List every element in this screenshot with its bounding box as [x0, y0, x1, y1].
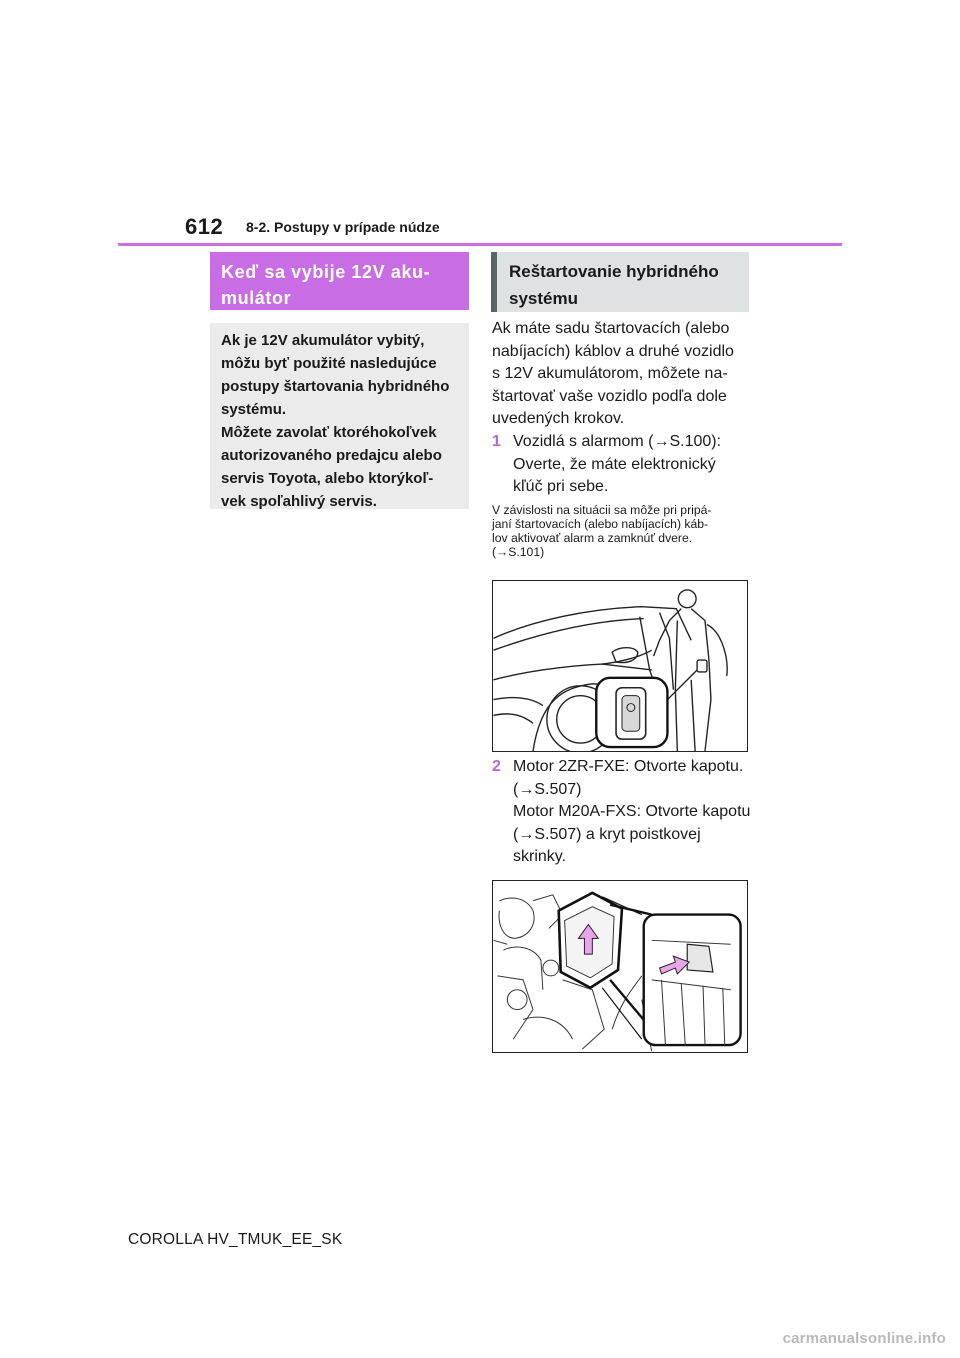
intro-line: vek spoľahlivý servis.	[221, 493, 377, 510]
step-2-line: Motor 2ZR-FXE: Otvorte kapotu.	[513, 758, 744, 775]
intro-line: systému.	[221, 401, 287, 418]
note-line: lov aktivovať alarm a zamknúť dvere.	[492, 531, 693, 545]
model-code: COROLLA HV_TMUK_EE_SK	[128, 1231, 343, 1248]
battery-intro-box	[210, 323, 469, 509]
watermark: carmanualsonline.info	[782, 1330, 946, 1347]
step-2-line: Motor M20A-FXS: Otvorte kapotu	[513, 803, 751, 820]
restart-intro	[492, 318, 754, 431]
car-door-drawing	[493, 581, 747, 751]
illustration-fuse-box-cover	[492, 880, 748, 1053]
step-1-line: Overte, že máte elektronický	[513, 455, 716, 473]
alarm-note	[492, 503, 752, 559]
restart-heading: Reštartovanie hybridného systému	[509, 262, 719, 308]
header-divider	[118, 243, 842, 246]
step-2-line: (→S.507) a kryt poistkovej	[513, 825, 701, 843]
step-2-line: skrinky.	[513, 848, 567, 865]
restart-intro-line: nabíjacích) káblov a druhé vozidlo	[492, 342, 734, 360]
step-1-line: kľúč pri sebe.	[513, 478, 609, 495]
intro-line: Ak je 12V akumulátor vybitý,	[221, 332, 425, 349]
note-line: janí štartovacích (alebo nabíjacích) káb-	[492, 517, 709, 531]
intro-line: Môžete zavolať ktoréhokoľvek	[221, 424, 437, 441]
restart-heading-box	[491, 252, 749, 312]
step-number: 2	[492, 758, 501, 775]
step-2-line: (→S.507)	[513, 780, 582, 798]
note-line: (→S.101)	[492, 545, 545, 559]
page-number: 612	[185, 214, 224, 239]
intro-line: autorizovaného predajcu alebo	[221, 447, 442, 464]
intro-line: môžu byť použité nasledujúce	[221, 355, 437, 372]
engine-bay-drawing	[493, 881, 747, 1052]
step-number: 1	[492, 433, 501, 450]
battery-heading-box	[210, 252, 469, 310]
step-1-line: Vozidlá s alarmom (→S.100):	[513, 433, 722, 450]
restart-intro-line: Ak máte sadu štartovacích (alebo	[492, 320, 730, 337]
step-2	[492, 756, 754, 869]
battery-heading: Keď sa vybije 12V aku-mulátor	[221, 262, 431, 308]
intro-line: postupy štartovania hybridného	[221, 378, 450, 395]
note-line: V závislosti na situácii sa môže pri pripá-	[492, 503, 712, 517]
restart-intro-line: štartovať vaše vozidlo podľa dole	[492, 387, 727, 405]
section-title: 8-2. Postupy v prípade núdze	[246, 219, 440, 235]
restart-intro-line: s 12V akumulátorom, môžete na-	[492, 365, 728, 382]
restart-intro-line: uvedených krokov.	[492, 410, 625, 427]
step-1	[492, 431, 754, 499]
illustration-car-door-key	[492, 580, 748, 752]
intro-line: servis Toyota, alebo ktorýkoľ-	[221, 470, 434, 487]
